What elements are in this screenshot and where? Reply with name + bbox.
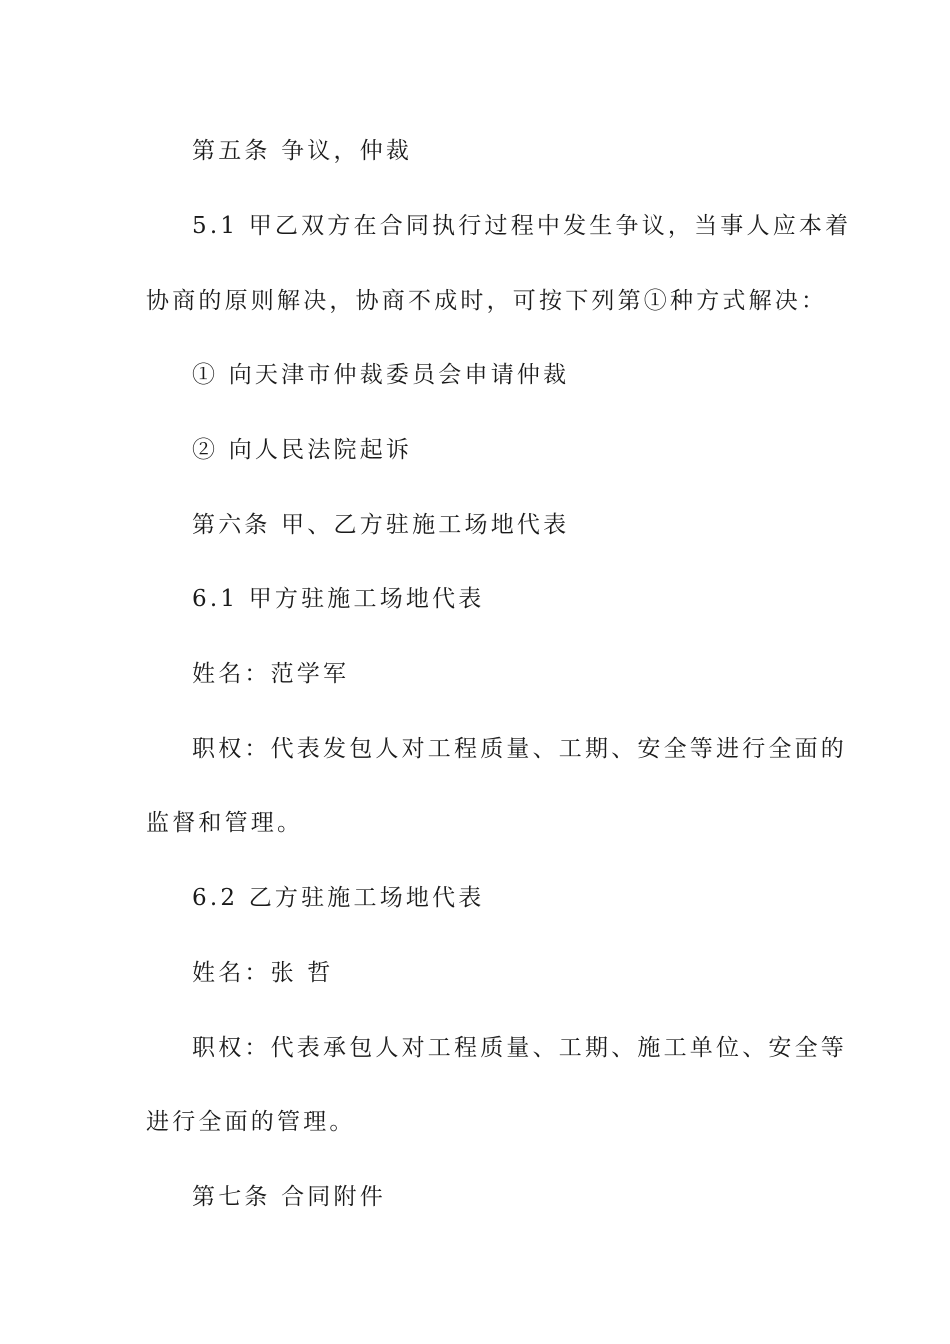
option-2: ② 向人民法院起诉 [192,437,413,463]
clause-6-2: 6.2 乙方驻施工场地代表 [192,885,485,911]
clause-5-1-line-1: 5.1 甲乙双方在合同执行过程中发生争议，当事人应本着 [192,213,852,239]
party-a-rep-duties-line-1: 职权：代表发包人对工程质量、工期、安全等进行全面的 [192,736,847,762]
article-6-heading: 第六条 甲、乙方驻施工场地代表 [192,512,570,538]
party-a-rep-name: 姓名：范学军 [192,661,350,687]
option-1: ① 向天津市仲裁委员会申请仲裁 [192,362,570,388]
party-b-rep-name: 姓名：张 哲 [192,960,334,986]
clause-5-1-line-2: 协商的原则解决，协商不成时，可按下列第①种方式解决： [146,288,828,314]
party-a-rep-duties-line-2: 监督和管理。 [146,810,304,836]
party-b-rep-duties-line-1: 职权：代表承包人对工程质量、工期、施工单位、安全等 [192,1035,847,1061]
party-b-rep-duties-line-2: 进行全面的管理。 [146,1109,356,1135]
article-7-heading: 第七条 合同附件 [192,1184,386,1210]
article-5-heading: 第五条 争议，仲裁 [192,138,413,164]
clause-6-1: 6.1 甲方驻施工场地代表 [192,586,485,612]
